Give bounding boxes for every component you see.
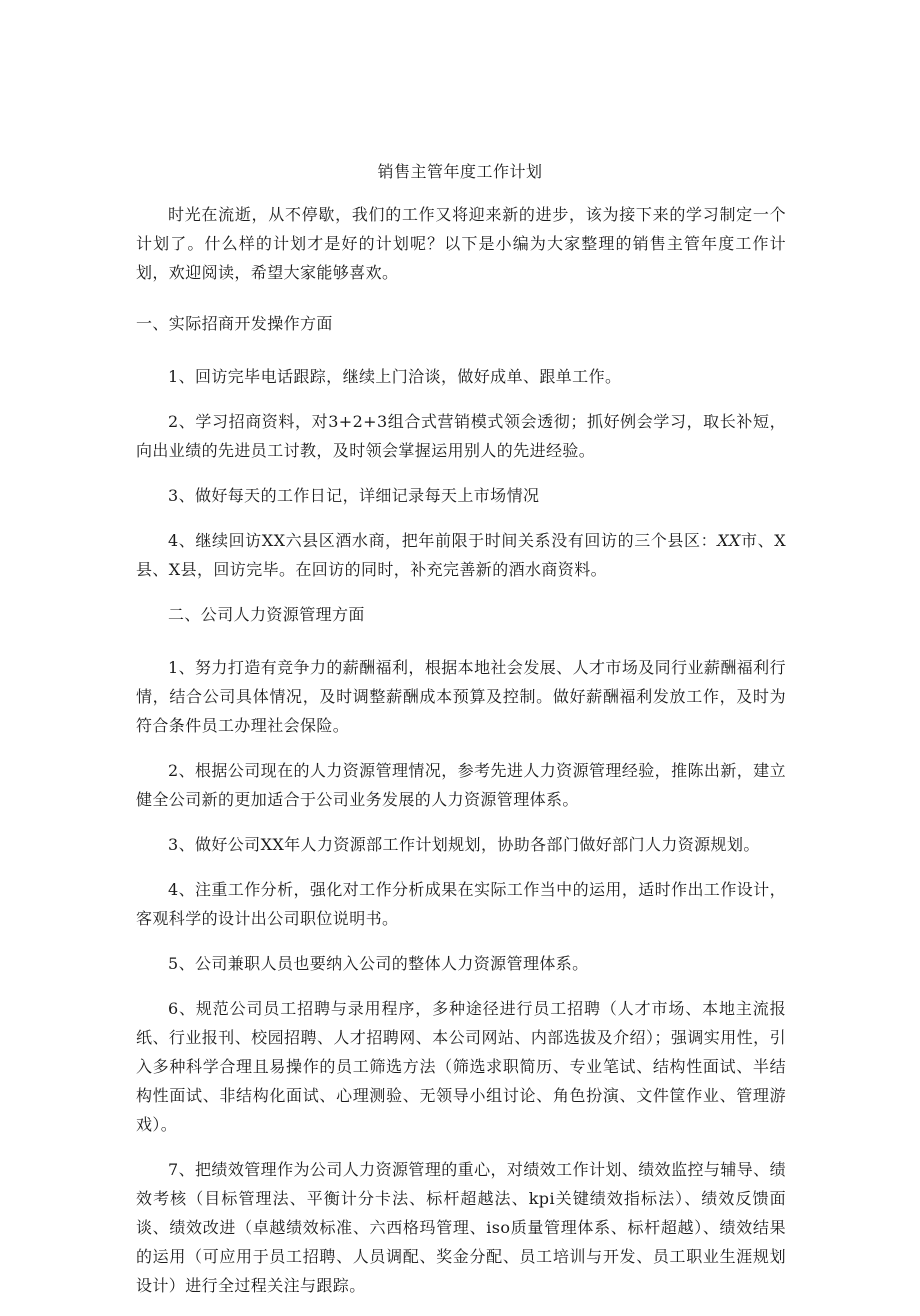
section-2-item-3: 3、做好公司XX年人力资源部工作计划规划，协助各部门做好部门人力资源规划。	[168, 835, 760, 854]
section-1-heading: 一、实际招商开发操作方面	[136, 314, 333, 333]
section-2-item-2: 2、根据公司现在的人力资源管理情况，参考先进人力资源管理经验，推陈出新，建立健全公司新的更加适合于公司业务发展的人力资源管理体系。	[136, 761, 786, 809]
section-2-item-5: 5、公司兼职人员也要纳入公司的整体人力资源管理体系。	[168, 954, 589, 973]
section-1-item-2: 2、学习招商资料，对3+2+3组合式营销模式领会透彻；抓好例会学习，取长补短，向出业绩的先进员工讨教，及时领会掌握运用别人的先进经验。	[136, 412, 786, 460]
section-2-item-6: 6、规范公司员工招聘与录用程序，多种途径进行员工招聘（人才市场、本地主流报纸、行业报刊、校园招聘、人才招聘网、本公司网站、内部选拔及介绍）；强调实用性，引入多种科学合理且易操作的员工筛选方法（筛选求职简历、专业笔试、结构性面试、半结构性面试、非结构化面试、心理测验、无领导小组讨论、角色扮演、文件筐作业、管理游戏）。	[136, 999, 786, 1134]
section-1-item-1: 1、回访完毕电话跟踪，继续上门洽谈，做好成单、跟单工作。	[168, 367, 622, 386]
document-title: 销售主管年度工作计划	[377, 162, 543, 181]
item-4-text-after: 市、X县、X县，回访完毕。在回访的同时，补充完善新的酒水商资料。	[136, 531, 787, 579]
section-2-item-7: 7、把绩效管理作为公司人力资源管理的重心，对绩效工作计划、绩效监控与辅导、绩效考核（目标管理法、平衡计分卡法、标杆超越法、kpi关键绩效指标法）、绩效反馈面谈、绩效改进（卓越绩效标准、六西格玛管理、iso质量管理体系、标杆超越）、绩效结果的运用（可应用于员工招聘、人员调配、奖金分配、员工培训与开发、员工职业生涯规划设计）进行全过程关注与跟踪。	[136, 1160, 786, 1295]
section-2-item-4: 4、注重工作分析，强化对工作分析成果在实际工作当中的运用，适时作出工作设计，客观科学的设计出公司职位说明书。	[136, 880, 786, 928]
item-4-text-before: 4、继续回访XX六县区酒水商，把年前限于时间关系没有回访的三个县区：	[168, 531, 718, 550]
item-4-italic-text: XX	[717, 531, 741, 550]
intro-paragraph: 时光在流逝，从不停歇，我们的工作又将迎来新的进步，该为接下来的学习制定一个计划了。什么样的计划才是好的计划呢？以下是小编为大家整理的销售主管年度工作计划，欢迎阅读，希望大家能够喜欢。	[136, 205, 786, 282]
section-1-item-3: 3、做好每天的工作日记，详细记录每天上市场情况	[168, 486, 540, 505]
section-1-item-4	[136, 526, 786, 584]
document-body	[136, 200, 786, 1316]
section-2-item-1: 1、努力打造有竞争力的薪酬福利，根据本地社会发展、人才市场及同行业薪酬福利行情，结合公司具体情况，及时调整薪酬成本预算及控制。做好薪酬福利发放工作，及时为符合条件员工办理社会保险。	[136, 658, 786, 735]
section-2-heading: 二、公司人力资源管理方面	[168, 605, 365, 624]
